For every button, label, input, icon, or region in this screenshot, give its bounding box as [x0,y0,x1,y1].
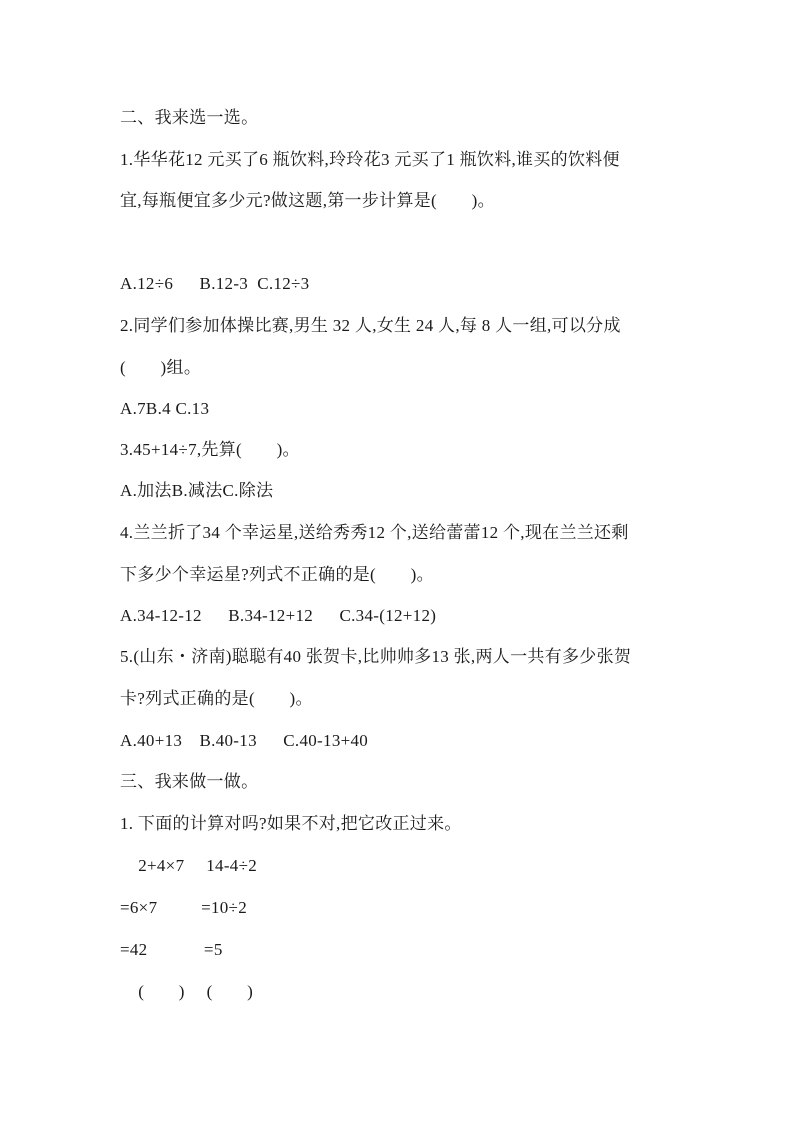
calc-row-3: =42 =5 [120,940,223,959]
question-2-line-1: 2.同学们参加体操比赛,男生 32 人,女生 24 人,每 8 人一组,可以分成 [120,316,621,335]
calc-row-1: 2+4×7 14-4÷2 [120,856,258,875]
question-5-options: A.40+13 B.40-13 C.40-13+40 [120,731,369,750]
question-4-line-1: 4.兰兰折了34 个幸运星,送给秀秀12 个,送给蕾蕾12 个,现在兰兰还剩 [120,523,629,542]
calc-answer-blanks: ( ) ( ) [120,982,254,1001]
question-5-line-1: 5.(山东・济南)聪聪有40 张贺卡,比帅帅多13 张,两人一共有多少张贺 [120,647,632,666]
question-1-line-2: 宜,每瓶便宜多少元?做这题,第一步计算是( )。 [120,191,495,210]
question-4-options: A.34-12-12 B.34-12+12 C.34-(12+12) [120,606,437,625]
section-heading-choose: 二、我来选一选。 [120,108,259,127]
question-1-line-1: 1.华华花12 元买了6 瓶饮料,玲玲花3 元买了1 瓶饮料,谁买的饮料便 [120,150,620,169]
question-2-line-2: ( )组。 [120,358,202,377]
calc-row-2: =6×7 =10÷2 [120,898,247,917]
question-2-options: A.7B.4 C.13 [120,399,210,418]
question-3-line-1: 3.45+14÷7,先算( )。 [120,440,300,459]
calc-prompt: 1. 下面的计算对吗?如果不对,把它改正过来。 [120,814,462,833]
question-1-options: A.12÷6 B.12-3 C.12÷3 [120,274,310,293]
question-4-line-2: 下多少个幸运星?列式不正确的是( )。 [120,565,434,584]
question-5-line-2: 卡?列式正确的是( )。 [120,689,313,708]
section-heading-do: 三、我来做一做。 [120,772,259,791]
question-3-options: A.加法B.减法C.除法 [120,481,274,500]
